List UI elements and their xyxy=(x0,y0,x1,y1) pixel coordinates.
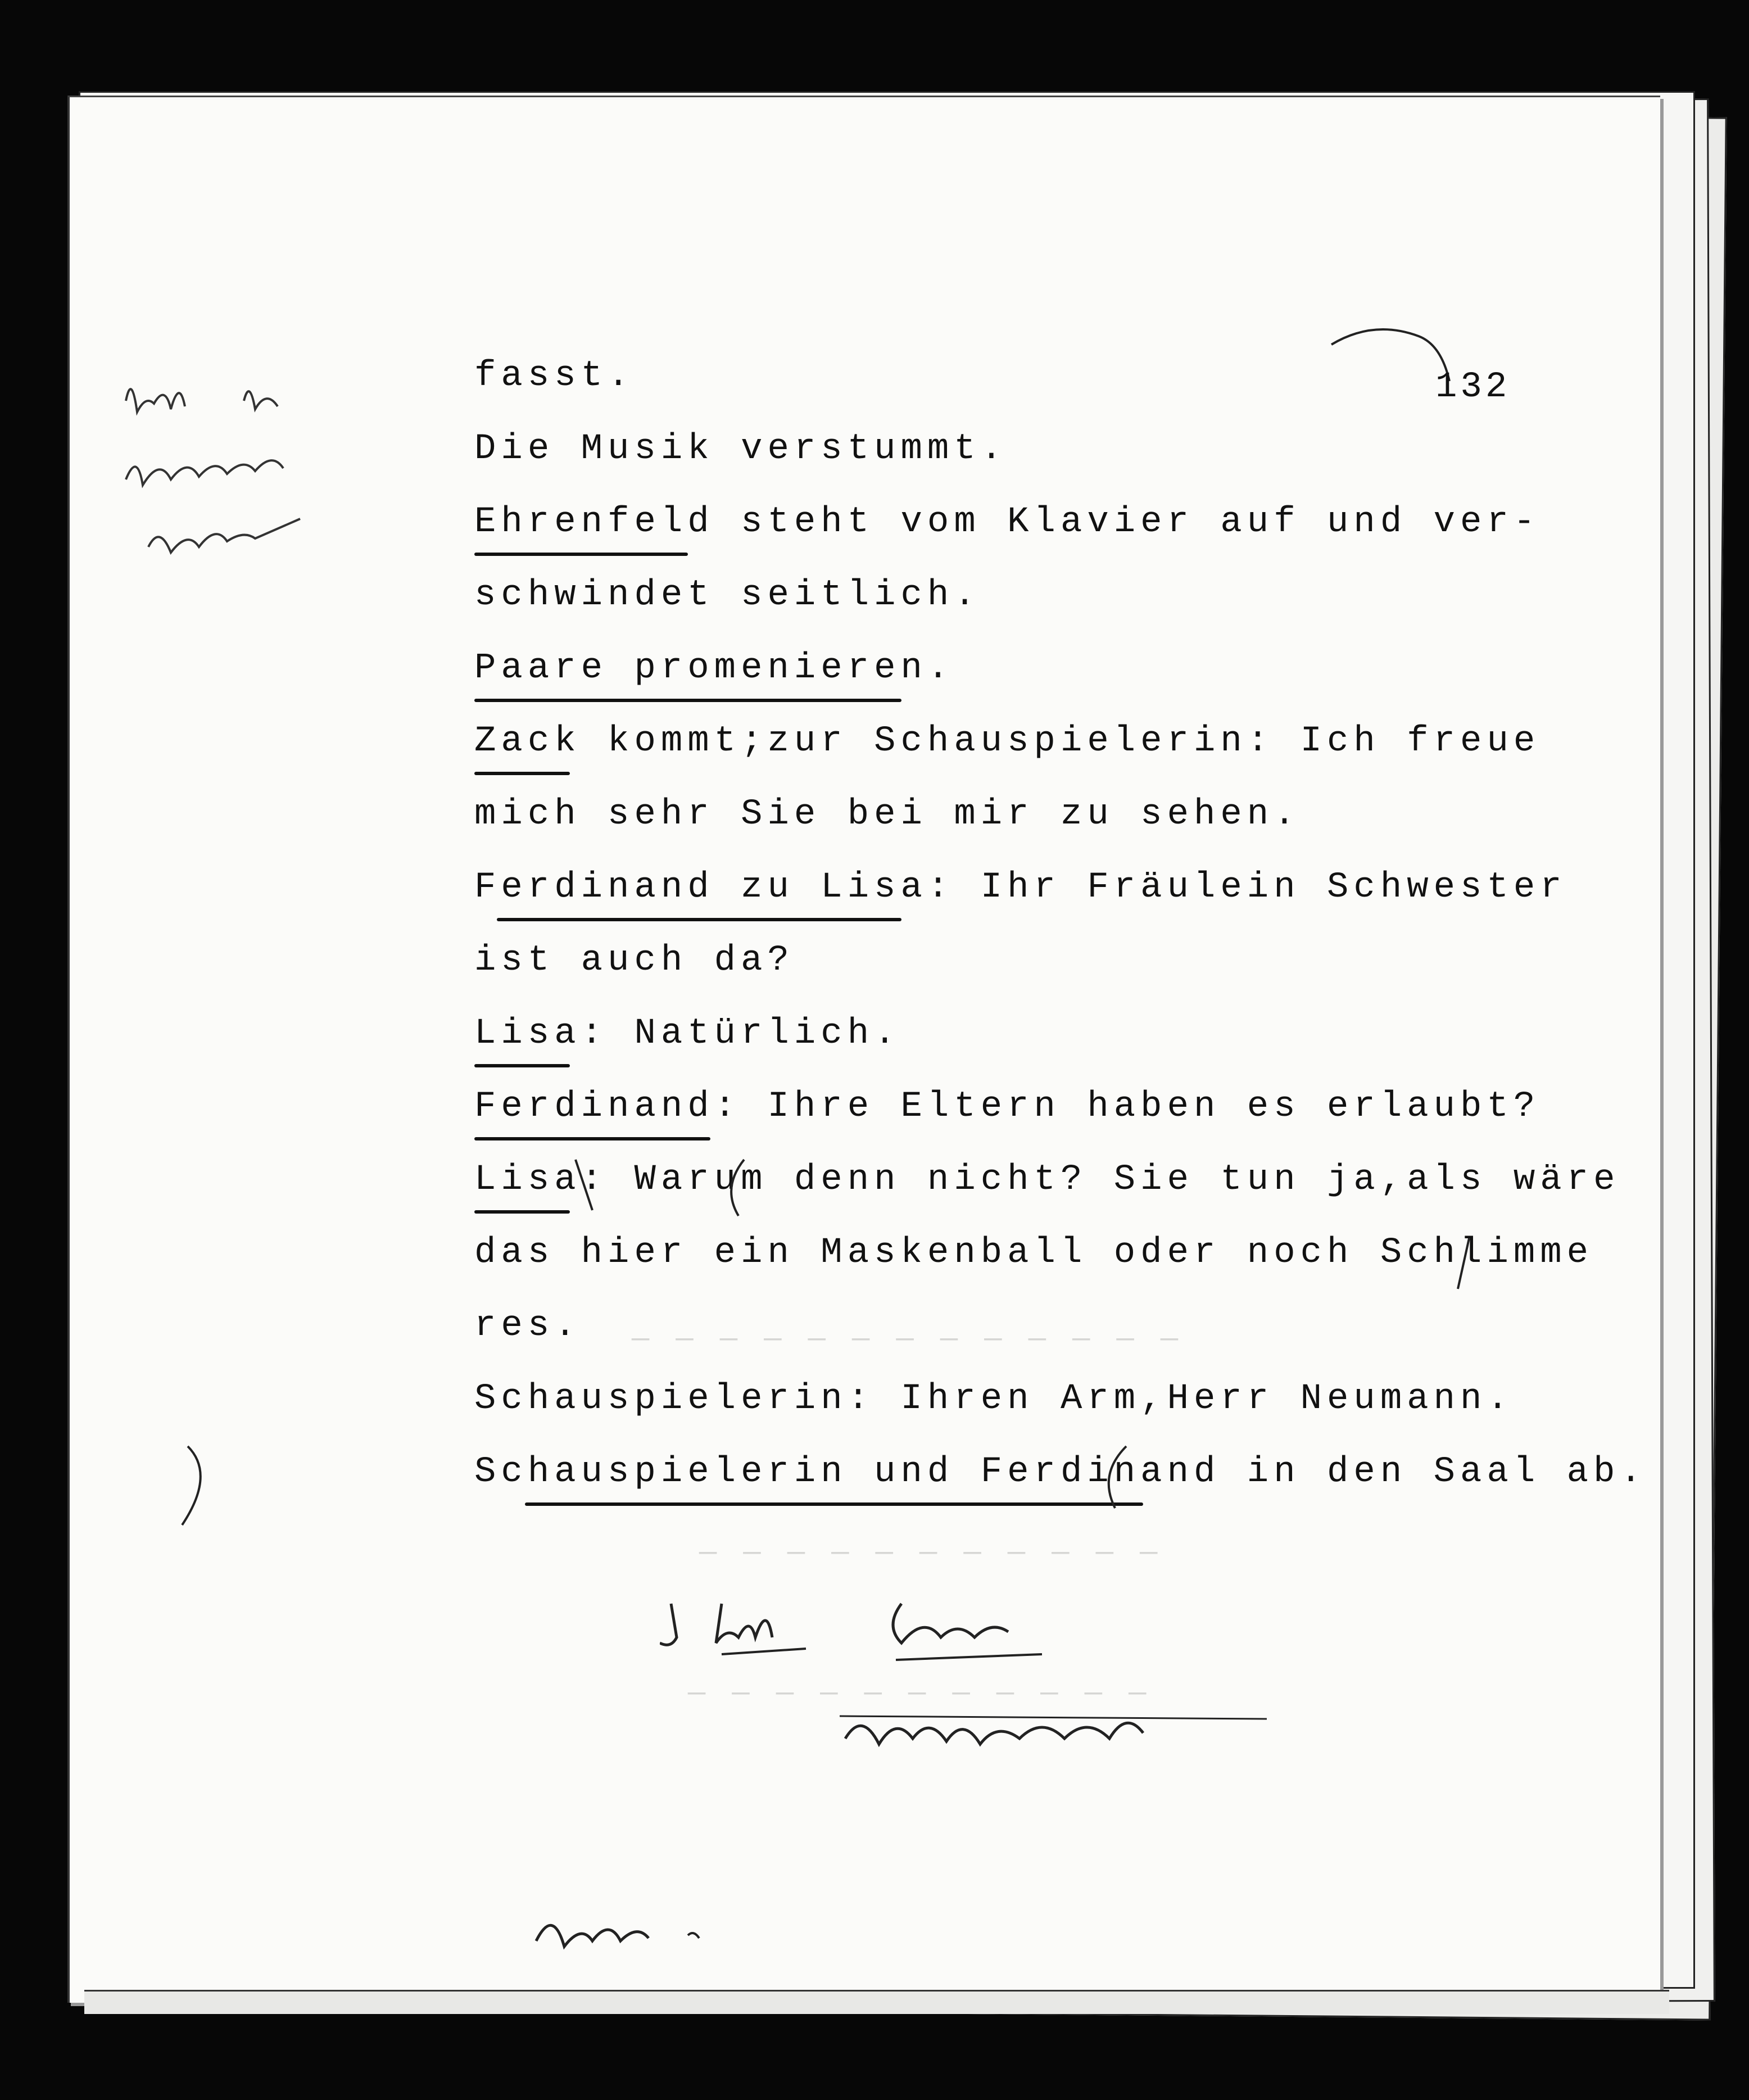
bleed-through-text: — — — — — — — — — — — xyxy=(688,1677,1151,1710)
ink-underline xyxy=(497,918,901,921)
script-line: Lisa: Warum denn nicht? Sie tun ja,als wäre xyxy=(474,1160,1620,1200)
page-number: 132 xyxy=(1435,367,1511,408)
pencil-bracket-icon xyxy=(165,1441,233,1531)
script-line: Schauspielerin und Ferdinand in den Saal ab. xyxy=(474,1452,1647,1492)
pencil-bracket-icon xyxy=(570,1154,772,1221)
ink-underline xyxy=(525,1502,1143,1506)
script-line: schwindet seitlich. xyxy=(474,575,981,615)
script-line: Die Musik verstummt. xyxy=(474,429,1008,469)
pencil-slash-icon xyxy=(1447,1233,1480,1295)
script-line: Ehrenfeld steht vom Klavier auf und ver- xyxy=(474,502,1540,542)
ink-underline xyxy=(474,553,688,556)
pencil-bracket-icon xyxy=(1093,1441,1149,1514)
script-line: Paare promenieren. xyxy=(474,648,954,689)
script-line: mich sehr Sie bei mir zu sehen. xyxy=(474,794,1301,835)
typescript-page xyxy=(67,96,1660,2003)
script-line: ist auch da? xyxy=(474,940,794,981)
script-line: Zack kommt;zur Schauspielerin: Ich freue xyxy=(474,721,1540,762)
sheet-stack-edge xyxy=(84,1990,1669,2014)
bleed-through-text: — — — — — — — — — — — xyxy=(699,1536,1162,1569)
ink-underline xyxy=(474,1210,570,1214)
ink-underline xyxy=(474,1137,710,1140)
handwritten-note-icon xyxy=(531,1896,733,1963)
script-line: Ferdinand: Ihre Eltern haben es erlaubt? xyxy=(474,1087,1540,1127)
bleed-through-text: — — — — — — — — — — — — — xyxy=(632,1323,1183,1356)
ink-underline xyxy=(474,699,901,702)
script-line: fasst. xyxy=(474,356,635,396)
script-line: res. xyxy=(474,1306,581,1346)
script-line: das hier ein Maskenball oder noch Schlimme xyxy=(474,1233,1594,1273)
handwritten-signature-icon xyxy=(660,1581,1278,1817)
script-line: Ferdinand zu Lisa: Ihr Fräulein Schwester xyxy=(474,867,1567,908)
script-line: Lisa: Natürlich. xyxy=(474,1013,901,1054)
margin-handwriting-icon xyxy=(115,361,407,598)
script-line: Schauspielerin: Ihren Arm,Herr Neumann. xyxy=(474,1379,1514,1419)
ink-underline xyxy=(474,772,570,775)
ink-underline xyxy=(474,1064,570,1067)
